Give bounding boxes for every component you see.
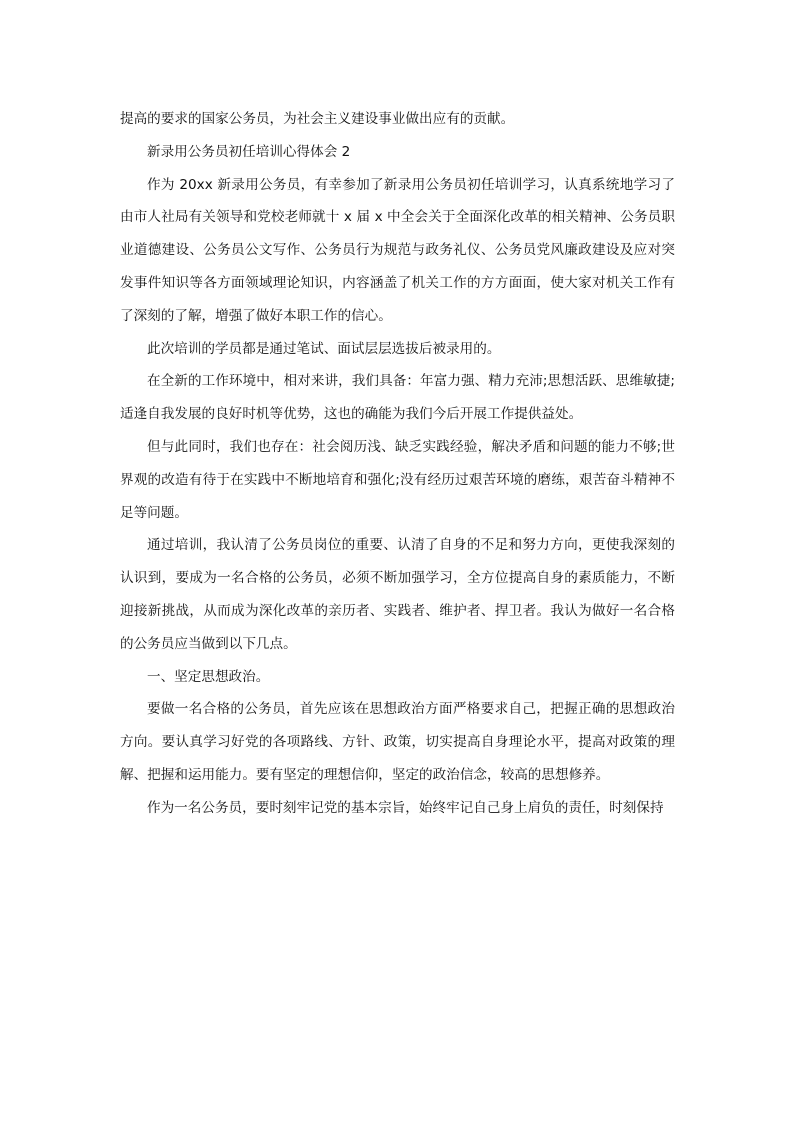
paragraph-3: 作为 20xx 新录用公务员，有幸参加了新录用公务员初任培训学习，认真系统地学习了由市人社局有关领导和党校老师就十 x 届 x 中全会关于全面深化改革的相关精神、公务员职业道德建设、公务员公文写作、公务员行为规范与政务礼仪、公务员党风廉政建设及应对突发事件知识等各方面领域理论知识，内容涵盖了机关工作的方方面面，使大家对机关工作有了深刻的了解，增强了做好本职工作的信心。 <box>120 176 675 324</box>
section-heading: 新录用公务员初任培训心得体会 2 <box>147 143 351 160</box>
paragraph-6: 但与此同时，我们也存在：社会阅历浅、缺乏实践经验，解决矛盾和问题的能力不够;世界观的改造有待于在实践中不断地培育和强化;没有经历过艰苦环境的磨练，艰苦奋斗精神不足等问题。 <box>120 438 675 521</box>
paragraph-10: 作为一名公务员，要时刻牢记党的基本宗旨，始终牢记自己身上肩负的责任，时刻保持 <box>147 799 664 816</box>
paragraph-4: 此次培训的学员都是通过笔试、面试层层选拔后被录用的。 <box>147 340 501 357</box>
body-text <box>120 103 675 825</box>
paragraph-1: 提高的要求的国家公务员，为社会主义建设事业做出应有的贡献。 <box>120 111 515 127</box>
paragraph-7: 通过培训，我认清了公务员岗位的重要、认清了自身的不足和努力方向，更使我深刻的认识到，要成为一名合格的公务员，必须不断加强学习，全方位提高自身的素质能力，不断迎接新挑战，从而成为深化改革的亲历者、实践者、维护者、捍卫者。我认为做好一名合格的公务员应当做到以下几点。 <box>120 537 675 652</box>
paragraph-9: 要做一名合格的公务员，首先应该在思想政治方面严格要求自己，把握正确的思想政治方向。要认真学习好党的各项路线、方针、政策，切实提高自身理论水平，提高对政策的理解、把握和运用能力。要有坚定的理想信仰，坚定的政治信念，较高的思想修养。 <box>120 701 675 783</box>
paragraph-5: 在全新的工作环境中，相对来讲，我们具备：年富力强、精力充沛;思想活跃、思维敏捷;适逢自我发展的良好时机等优势，这也的确能为我们今后开展工作提供益处。 <box>120 373 675 423</box>
subheading-1: 一、坚定思想政治。 <box>147 668 270 685</box>
